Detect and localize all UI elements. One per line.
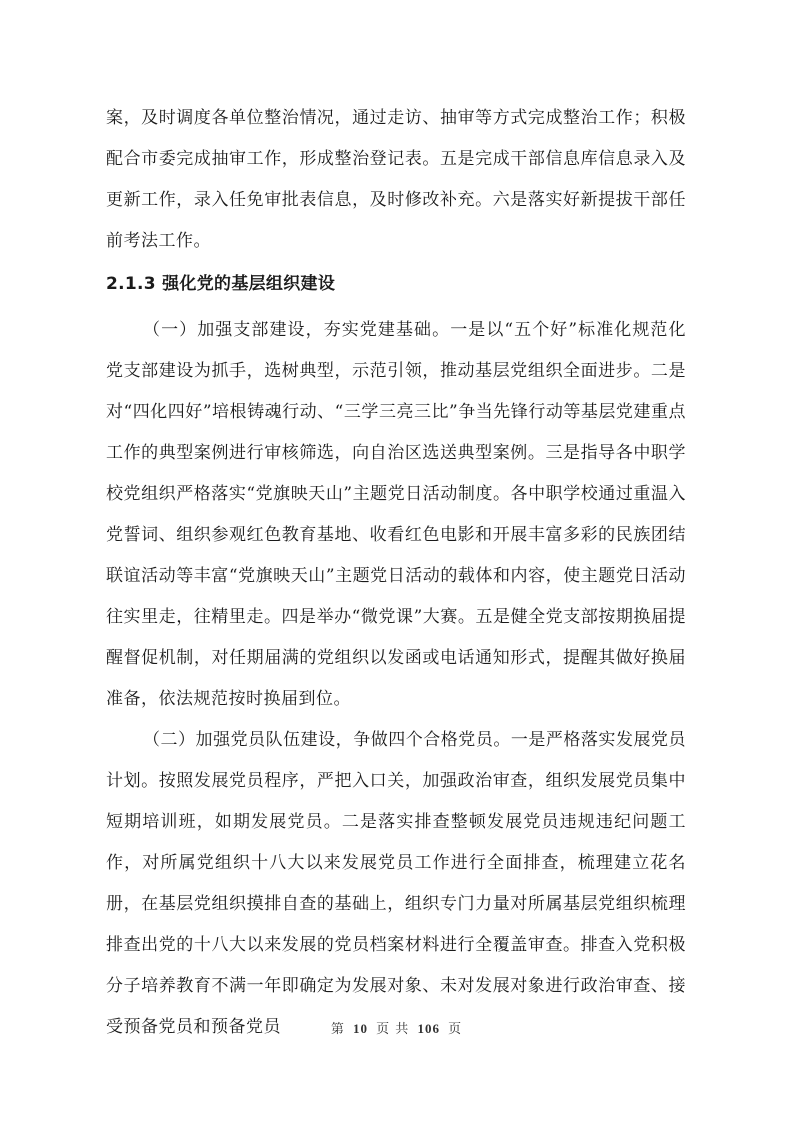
total-page-count: 106	[417, 1021, 440, 1036]
current-page-number: 10	[353, 1021, 369, 1036]
body-paragraph-1: （一）加强支部建设，夯实党建基础。一是以“五个好”标准化规范化党支部建设为抓手，选树典型，示范引领，推动基层党组织全面进步。二是对“四化四好”培根铸魂行动、“三学三亮三比”争当先锋行动等基层党建重点工作的典型案例进行审核筛选，向自治区选送典型案例。三是指导各中职学校党组织严格落实“党旗映天山”主题党日活动制度。各中职学校通过重温入党誓词、组织参观红色教育基地、收看红色电影和开展丰富多彩的民族团结联谊活动等丰富“党旗映天山”主题党日活动的载体和内容，使主题党日活动往实里走，往精里走。四是举办“微党课”大赛。五是健全党支部按期换届提醒督促机制，对任期届满的党组织以发函或电话通知形式，提醒其做好换届准备，依法规范按时换届到位。	[106, 320, 686, 709]
footer-prefix: 第	[330, 1022, 345, 1037]
footer-middle: 页 共	[376, 1022, 410, 1037]
footer-suffix: 页	[448, 1022, 463, 1037]
page-footer	[0, 1018, 793, 1037]
body-paragraph-2: （二）加强党员队伍建设，争做四个合格党员。一是严格落实发展党员计划。按照发展党员程序，严把入口关，加强政治审查，组织发展党员集中短期培训班，如期发展党员。二是落实排查整顿发展党员违规违纪问题工作，对所属党组织十八大以来发展党员工作进行全面排查，梳理建立花名册，在基层党组织摸排自查的基础上，组织专门力量对所属基层党组织梳理排查出党的十八大以来发展的党员档案材料进行全覆盖审查。排查入党积极分子培养教育不满一年即确定为发展对象、未对发展对象进行政治审查、接受预备党员和预备党员	[106, 730, 686, 1037]
document-body	[106, 98, 686, 1048]
section-heading: 2.1.3 强化党的基层组织建设	[106, 274, 336, 294]
continuation-paragraph: 案，及时调度各单位整治情况，通过走访、抽审等方式完成整治工作；积极配合市委完成抽审工作，形成整治登记表。五是完成干部信息库信息录入及更新工作，录入任免审批表信息，及时修改补充。六是落实好新提拔干部任前考法工作。	[106, 108, 686, 251]
